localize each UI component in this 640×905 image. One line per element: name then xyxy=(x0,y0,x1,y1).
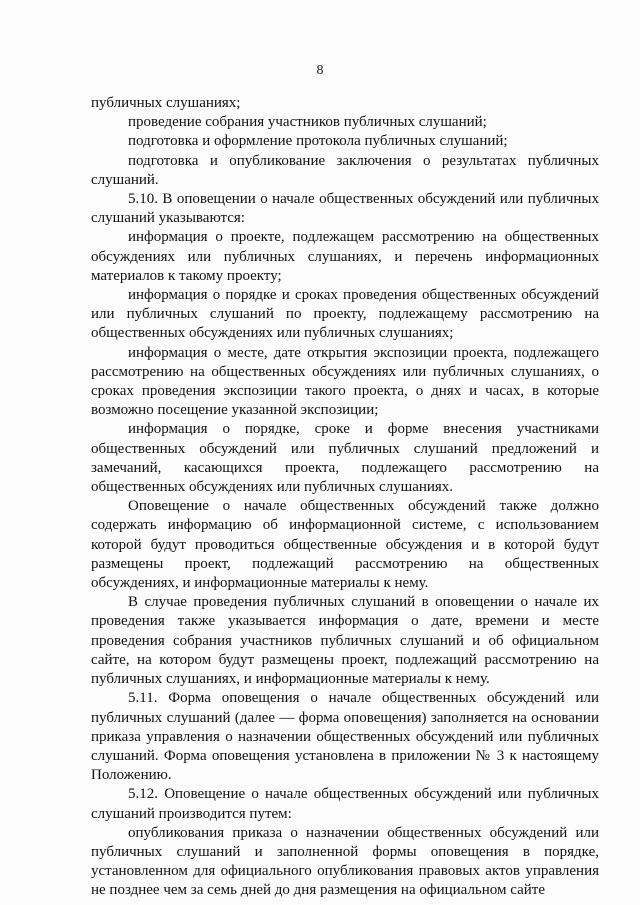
paragraph: проведение собрания участников публичных слушаний; xyxy=(128,114,487,131)
paragraph: подготовка и опубликование заключения о результатах публичных слушаний. xyxy=(91,152,599,188)
paragraph: информация о порядке и сроках проведения общественных обсуждений или публичных слушаний по проекту, подлежащему рассмотрению на общественных обсуждениях или публичных слушаниях; xyxy=(91,287,599,342)
paragraph: опубликования приказа о назначении общественных обсуждений или публичных слушаний и заполненной формы оповещения в порядке, установленном для официального опубликования правовых актов управления не позднее чем за семь дней до дня размещения на официальном сайте xyxy=(91,824,599,899)
paragraph: информация о проекте, подлежащем рассмотрению на общественных обсуждениях или публичных слушаниях, и перечень информационных материалов к такому проекту; xyxy=(91,229,599,284)
paragraph: информация о месте, дате открытия экспозиции проекта, подлежащего рассмотрению на общественных обсуждениях или публичных слушаниях, о сроках проведения экспозиции такого проекта, о днях и часах, в которые возможно посещение указанной экспозиции; xyxy=(91,344,599,419)
paragraph: Оповещение о начале общественных обсуждений также должно содержать информацию об информационной системе, с использованием которой будут проводиться общественные обсуждения и в которой будут размещены проект, подлежащий рассмотрению на общественных обсуждениях, и информационные материалы к нему. xyxy=(91,498,599,592)
page-number: 8 xyxy=(316,63,324,78)
paragraph: В случае проведения публичных слушаний в оповещении о начале их проведения также указывается информация о дате, времени и месте проведения собрания участников публичных слушаний и об официальном сайте, на котором будут размещены проект, подлежащий рассмотрению на публичных слушаниях, и информационные материалы к нему. xyxy=(91,594,599,688)
section-5-12-intro: 5.12. Оповещение о начале общественных обсуждений или публичных слушаний производится путем: xyxy=(91,786,599,822)
section-5-11: 5.11. Форма оповещения о начале общественных обсуждений или публичных слушаний (далее — форма оповещения) заполняется на основании приказа управления о назначении общественных обсуждений или публичных слушаний. Форма оповещения установлена в приложении № 3 к настоящему Положению. xyxy=(91,690,599,784)
paragraph: информация о порядке, сроке и форме внесения участниками общественных обсуждений или публичных слушаний предложений и замечаний, касающихся проекта, подлежащего рассмотрению на общественных обсуждениях или публичных слушаниях. xyxy=(91,421,599,496)
document-body xyxy=(91,94,599,901)
section-5-10-intro: 5.10. В оповещении о начале общественных обсуждений или публичных слушаний указываются: xyxy=(91,191,599,227)
paragraph: публичных слушаниях; xyxy=(91,95,241,111)
paragraph: подготовка и оформление протокола публичных слушаний; xyxy=(128,133,508,150)
